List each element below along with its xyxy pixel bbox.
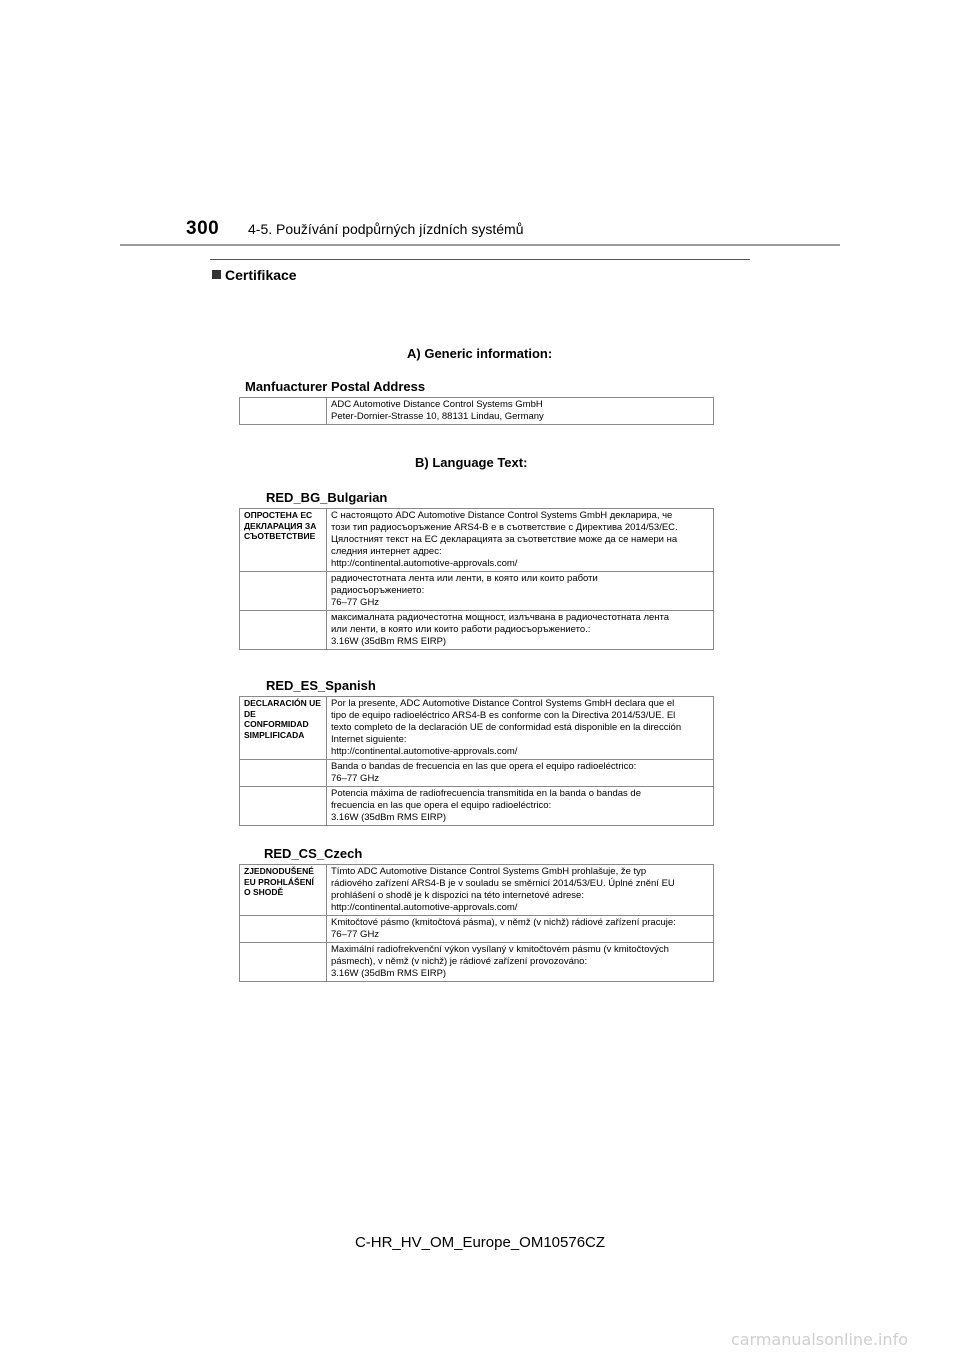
- table-cell-content: [327, 572, 714, 611]
- table-cell-label: [240, 916, 327, 943]
- content-line: prohlášení o shodě je k dispozici na této internetové adrese:: [331, 890, 584, 901]
- spanish-table: [239, 696, 714, 826]
- table-cell-label: DECLARACIÓN UE DE CONFORMIDAD SIMPLIFICADA: [240, 697, 327, 760]
- content-line: този тип радиосъоръжение ARS4-B е в съответствие с Директива 2014/53/ЕС.: [331, 522, 678, 533]
- postal-address-table: [239, 397, 714, 425]
- content-line: Цялостният текст на ЕС декларацията за съответствие може да се намери на: [331, 534, 678, 545]
- table-cell-label: [240, 787, 327, 826]
- table-cell-content: [327, 916, 714, 943]
- czech-table: [239, 864, 714, 982]
- content-line: Kmitočtové pásmo (kmitočtová pásma), v němž (v nichž) rádiové zařízení pracuje:: [331, 917, 676, 928]
- table-row: [240, 398, 714, 425]
- content-line: Banda o bandas de frecuencia en las que opera el equipo radioeléctrico:: [331, 761, 637, 772]
- content-line: радиосъоръжението:: [331, 585, 425, 596]
- content-line: 3.16W (35dBm RMS EIRP): [331, 968, 447, 979]
- table-row: [240, 760, 714, 787]
- content-line: 76–77 GHz: [331, 929, 380, 940]
- content-line: Tímto ADC Automotive Distance Control Systems GmbH prohlašuje, že typ: [331, 866, 647, 877]
- section-title: 4-5. Používání podpůrných jízdních systémů: [248, 221, 524, 237]
- table-cell-label: ОПРОСТЕНА ЕС ДЕКЛАРАЦИЯ ЗА СЪОТВЕТСТВИЕ: [240, 509, 327, 572]
- table-row: [240, 943, 714, 982]
- content-line: Maximální radiofrekvenční výkon vysílaný v kmitočtovém pásmu (v kmitočtových: [331, 944, 669, 955]
- content-line: 76–77 GHz: [331, 597, 380, 608]
- content-line: http://continental.automotive-approvals.com/: [331, 746, 518, 757]
- table-cell-label: [240, 943, 327, 982]
- content-line: 3.16W (35dBm RMS EIRP): [331, 812, 447, 823]
- content-line: или ленти, в която или които работи радиосъоръжението.:: [331, 624, 591, 635]
- content-line: texto completo de la declaración UE de conformidad está disponible en la dirección: [331, 722, 682, 733]
- content-line: радиочестотната лента или ленти, в която или които работи: [331, 573, 598, 584]
- table-cell-content: [327, 760, 714, 787]
- content-line: 3.16W (35dBm RMS EIRP): [331, 636, 447, 647]
- content-line: С настоящото ADC Automotive Distance Control Systems GmbH декларира, че: [331, 510, 673, 521]
- content-line: Por la presente, ADC Automotive Distance Control Systems GmbH declara que el: [331, 698, 675, 709]
- czech-title: RED_CS_Czech: [264, 846, 363, 861]
- table-cell-label: [240, 611, 327, 650]
- content-line: rádiového zařízení ARS4-B je v souladu se směrnicí 2014/53/EU. Úplné znění EU: [331, 878, 675, 889]
- table-cell-content: [327, 398, 714, 425]
- postal-address-label: Manfuacturer Postal Address: [245, 379, 426, 394]
- table-cell-content: [327, 509, 714, 572]
- table-row: [240, 916, 714, 943]
- table-cell-content: [327, 865, 714, 916]
- watermark-text: carmanualsonline.info: [730, 1330, 908, 1349]
- table-cell-content: [327, 943, 714, 982]
- address-line: Peter-Dornier-Strasse 10, 88131 Lindau, Germany: [331, 411, 544, 422]
- table-cell-content: [327, 611, 714, 650]
- sub-rule: [210, 259, 750, 260]
- content-line: Internet siguiente:: [331, 734, 407, 745]
- content-line: frecuencia en las que opera el equipo radioeléctrico:: [331, 800, 552, 811]
- table-row: [240, 787, 714, 826]
- table-row: [240, 572, 714, 611]
- table-cell-label: ZJEDNODUŠENÉ EU PROHLÁŠENÍ O SHODĚ: [240, 865, 327, 916]
- content-line: http://continental.automotive-approvals.com/: [331, 558, 518, 569]
- table-cell-label: [240, 760, 327, 787]
- language-text-heading: B) Language Text:: [415, 455, 528, 470]
- header-rule: [120, 244, 840, 246]
- table-cell-label: [240, 572, 327, 611]
- table-row: [240, 865, 714, 916]
- content-line: tipo de equipo radioeléctrico ARS4-B es conforme con la Directiva 2014/53/UE. El: [331, 710, 676, 721]
- table-row: [240, 509, 714, 572]
- square-bullet-icon: [212, 270, 221, 279]
- spanish-title: RED_ES_Spanish: [266, 678, 376, 693]
- table-cell-content: [327, 787, 714, 826]
- generic-info-heading: A) Generic information:: [407, 346, 553, 361]
- bulgarian-table: [239, 508, 714, 650]
- content-line: pásmech), v němž (v nichž) je rádiové zařízení provozováno:: [331, 956, 588, 967]
- table-row: [240, 697, 714, 760]
- address-line: ADC Automotive Distance Control Systems GmbH: [331, 399, 543, 410]
- content-line: http://continental.automotive-approvals.com/: [331, 902, 518, 913]
- content-line: максималната радиочестотна мощност, излъчвана в радиочестотната лента: [331, 612, 670, 623]
- content-line: 76–77 GHz: [331, 773, 380, 784]
- certification-heading-text: Certifikace: [225, 267, 297, 283]
- content-line: следния интернет адрес:: [331, 546, 442, 557]
- table-cell-content: [327, 697, 714, 760]
- bulgarian-title: RED_BG_Bulgarian: [266, 490, 388, 505]
- table-row: [240, 611, 714, 650]
- page-number: 300: [186, 218, 220, 239]
- document-footer: C-HR_HV_OM_Europe_OM10576CZ: [354, 1234, 606, 1251]
- table-cell-label: [240, 398, 327, 425]
- content-line: Potencia máxima de radiofrecuencia transmitida en la banda o bandas de: [331, 788, 641, 799]
- certification-heading: [212, 267, 297, 283]
